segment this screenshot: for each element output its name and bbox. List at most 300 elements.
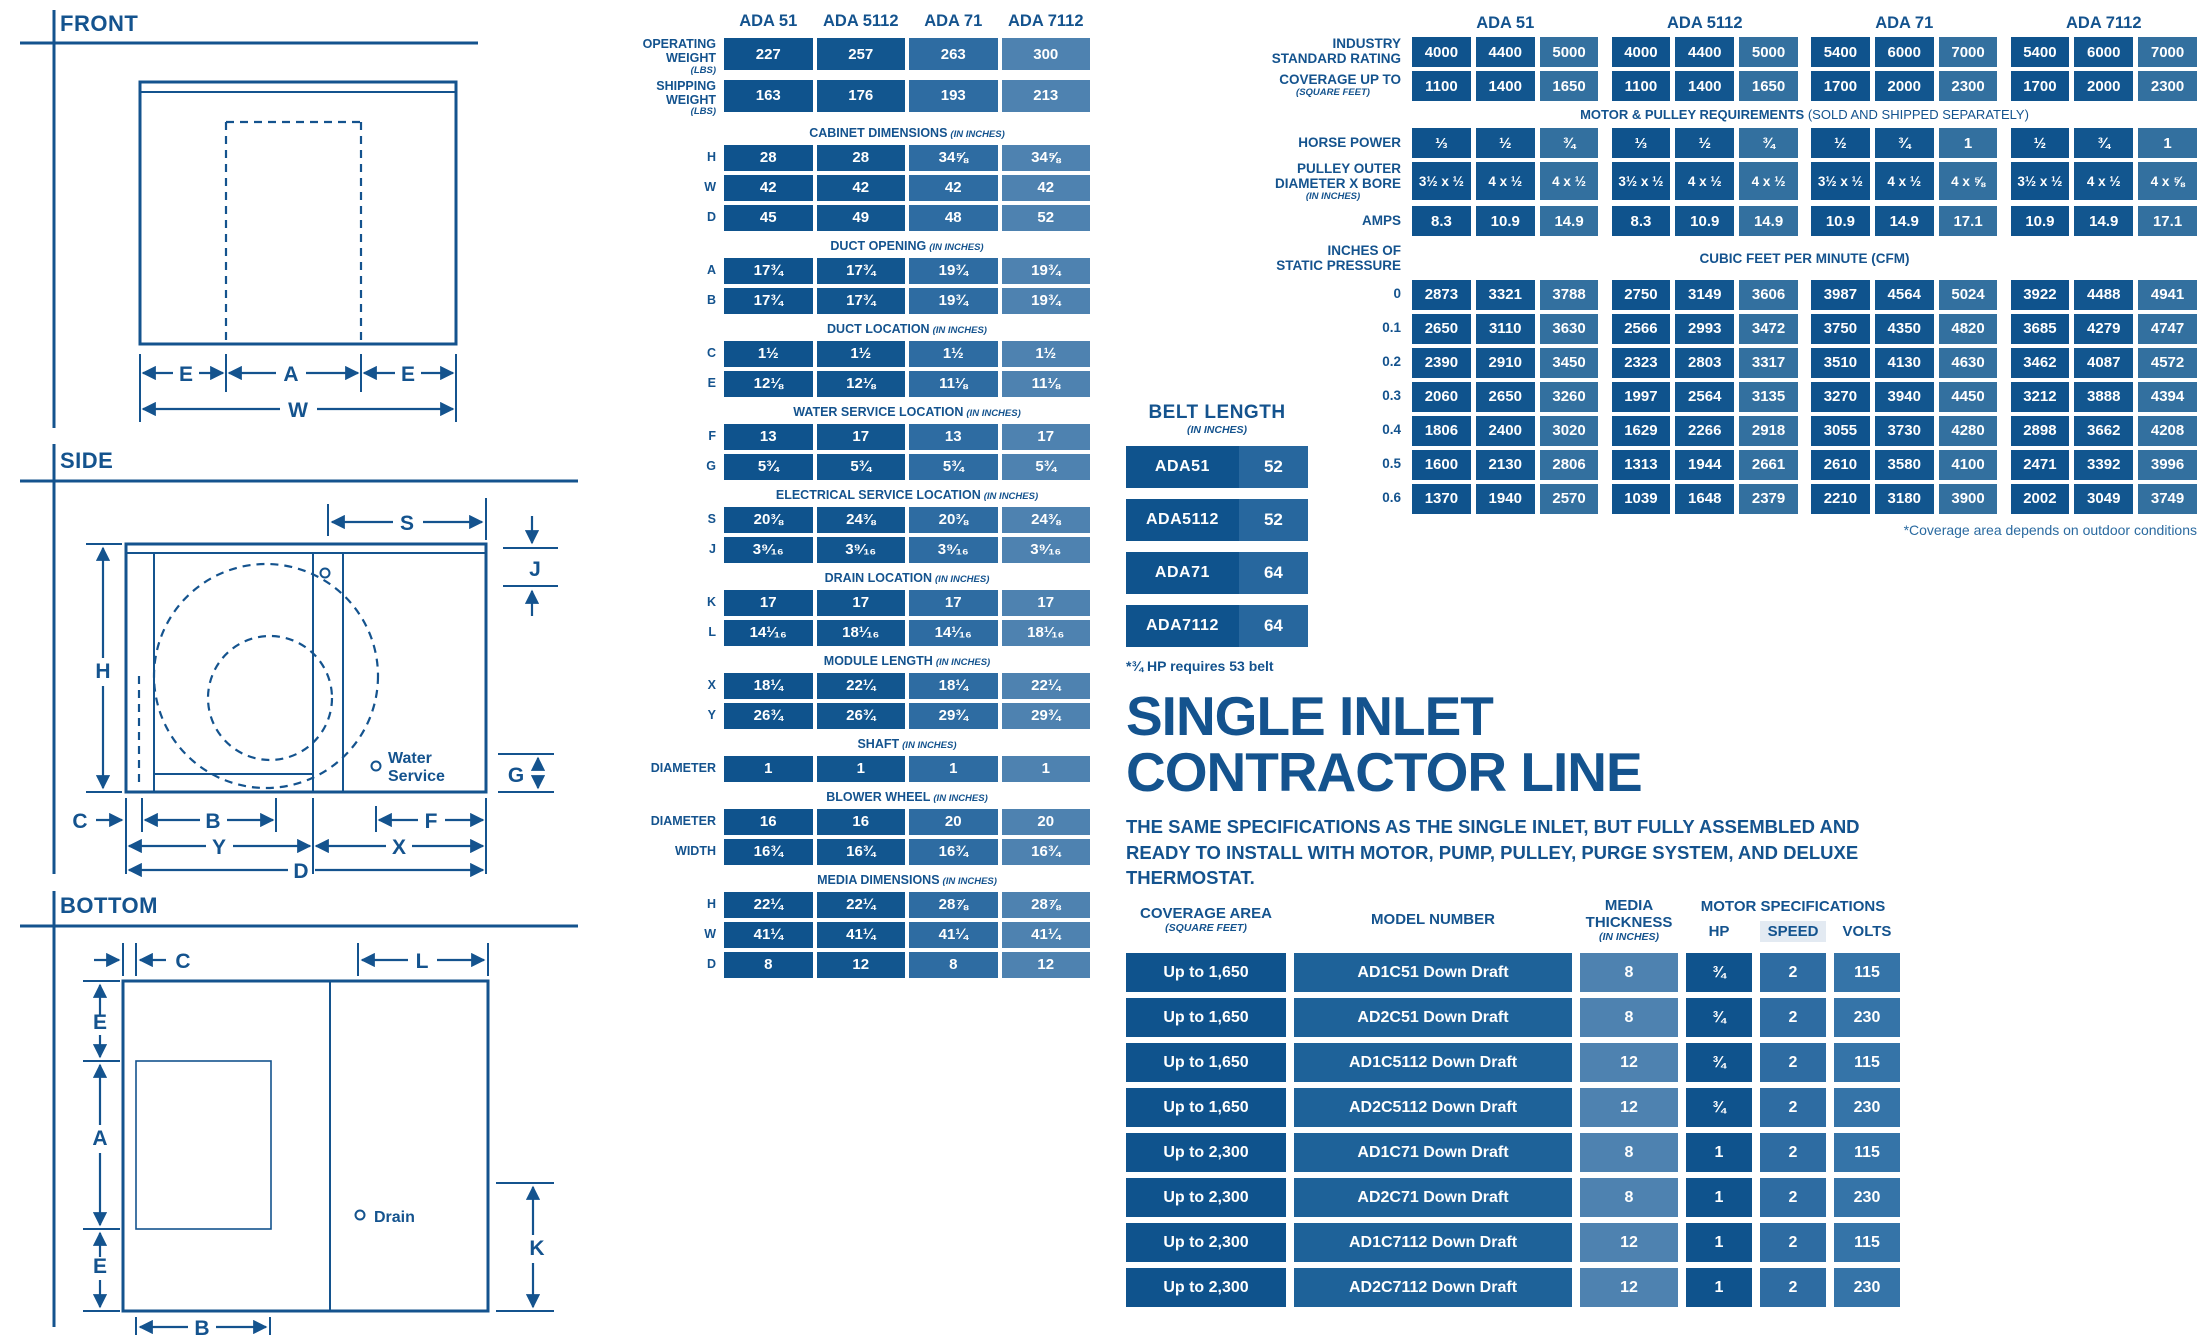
perf-value-cell: 3685 (2011, 314, 2070, 344)
spec-table-row (612, 145, 1090, 171)
spec-table-row (612, 258, 1090, 284)
belt-length-unit: (IN INCHES) (1186, 424, 1248, 436)
cfm-header-row (1262, 244, 2197, 274)
perf-value-cell: 10.9 (1675, 206, 1734, 236)
side-cabinet-outline (126, 544, 486, 792)
dim-label-y: Y (211, 836, 227, 859)
spec-value-cell: 17 (817, 424, 906, 450)
belt-model-cell: ADA51 (1126, 446, 1239, 488)
spec-value-cell: 18¼ (909, 673, 998, 699)
coverage-footnote: *Coverage area depends on outdoor conditions (1903, 521, 2197, 538)
contractor-hp-cell: 1 (1686, 1133, 1752, 1172)
perf-value-cell: 1940 (1476, 484, 1535, 514)
perf-value-cell: 4 x ½ (1476, 162, 1535, 200)
perf-value-cell: 4 x ½ (1675, 162, 1734, 200)
perf-value-cell: ⅓ (1412, 128, 1471, 158)
spec-row-label: DIAMETER (650, 761, 716, 775)
spec-value-cell: 16¾ (909, 839, 998, 865)
spec-value-cell: 42 (1002, 175, 1091, 201)
spec-table-row (612, 809, 1090, 835)
spec-value-cell: 28⅞ (909, 892, 998, 918)
perf-value-cell: 3788 (1540, 280, 1599, 310)
spec-value-cell: 213 (1002, 80, 1091, 112)
front-view-diagram (8, 4, 486, 436)
perf-value-cell: 1650 (1739, 71, 1798, 101)
spec-value-cell: 8 (724, 952, 813, 978)
contractor-title-line2: CONTRACTOR LINE (1126, 741, 1642, 804)
perf-value-cell: 3149 (1675, 280, 1734, 310)
perf-row-label: AMPS (1361, 212, 1401, 228)
spec-table-row (612, 922, 1090, 948)
contractor-line-heading (1126, 685, 1906, 891)
perf-value-cell: 1400 (1675, 71, 1734, 101)
spec-value-cell: 22¼ (724, 892, 813, 918)
dim-label-e: E (400, 363, 416, 386)
spec-section-header (724, 654, 1090, 668)
perf-value-cell: 2379 (1739, 484, 1798, 514)
perf-value-cell: 8.3 (1412, 206, 1471, 236)
spec-table-row (612, 537, 1090, 563)
perf-value-cell: 3½ x ½ (1412, 162, 1471, 200)
spec-value-cell: 19¾ (1002, 288, 1091, 314)
bottom-dimension-ticks (83, 943, 554, 1335)
contractor-media-cell: 8 (1580, 998, 1678, 1037)
motor-pulley-title: MOTOR & PULLEY REQUIREMENTS (1580, 107, 1805, 122)
dim-label-e: E (92, 1255, 108, 1278)
perf-value-cell: 2806 (1540, 450, 1599, 480)
spec-value-cell: 48 (909, 205, 998, 231)
belt-row (1126, 605, 1308, 647)
dim-label-f: F (424, 810, 438, 833)
belt-row (1126, 446, 1308, 488)
perf-value-cell: 3321 (1476, 280, 1535, 310)
perf-row-label: 0.5 (1382, 456, 1401, 472)
spec-value-cell: 28 (817, 145, 906, 171)
perf-row-label: HORSE POWER (1298, 134, 1401, 150)
spec-value-cell: 14¹⁄₁₆ (724, 620, 813, 646)
perf-table-row (1262, 37, 2197, 67)
contractor-table (1126, 898, 1900, 1313)
perf-model-header-row (1262, 14, 2197, 33)
perf-value-cell: 4208 (2138, 416, 2197, 446)
spec-table-row (612, 454, 1090, 480)
perf-value-cell: 6000 (2074, 37, 2133, 67)
contractor-speed-cell: 2 (1760, 1088, 1826, 1127)
contractor-model-cell: AD1C7112 Down Draft (1294, 1223, 1572, 1262)
spec-value-cell: 24⅜ (1002, 507, 1091, 533)
perf-value-cell: 4279 (2074, 314, 2133, 344)
perf-value-cell: 2390 (1412, 348, 1471, 378)
spec-value-cell: 1 (817, 756, 906, 782)
spec-value-cell: 34⅝ (1002, 145, 1091, 171)
perf-value-cell: 3510 (1811, 348, 1870, 378)
contractor-volts-cell: 115 (1834, 953, 1900, 992)
perf-row-label: PULLEY OUTER DIAMETER X BORE (IN INCHES) (1274, 161, 1401, 202)
perf-value-cell: ¾ (1739, 128, 1798, 158)
spec-value-cell: 52 (1002, 205, 1091, 231)
contractor-coverage-cell: Up to 2,300 (1126, 1133, 1286, 1172)
spec-value-cell: 5¾ (817, 454, 906, 480)
spec-value-cell: 29¾ (1002, 703, 1091, 729)
perf-value-cell: 2750 (1612, 280, 1671, 310)
perf-value-cell: 3212 (2011, 382, 2070, 412)
cfm-row (1262, 382, 2197, 412)
perf-value-cell: 3392 (2074, 450, 2133, 480)
contractor-model-cell: AD1C51 Down Draft (1294, 953, 1572, 992)
perf-value-cell: 4130 (1875, 348, 1934, 378)
spec-row-label: K (706, 595, 716, 609)
spec-row-label: SHIPPING WEIGHT (LBS) (656, 78, 716, 118)
spec-value-cell: 17 (909, 590, 998, 616)
spec-value-cell: 11⅛ (909, 371, 998, 397)
spec-value-cell: 20 (1002, 809, 1091, 835)
perf-value-cell: 3462 (2011, 348, 2070, 378)
spec-table-row (612, 424, 1090, 450)
cfm-row (1262, 314, 2197, 344)
cfm-row (1262, 280, 2197, 310)
perf-value-cell: 17.1 (2138, 206, 2197, 236)
spec-value-cell: 22¼ (1002, 673, 1091, 699)
perf-value-cell: 3450 (1540, 348, 1599, 378)
contractor-hp-cell: 1 (1686, 1178, 1752, 1217)
contractor-title (1126, 685, 1906, 804)
spec-section-header (724, 126, 1090, 140)
perf-row-unit: (IN INCHES) (1305, 190, 1361, 202)
contractor-media-cell: 8 (1580, 1133, 1678, 1172)
spec-value-cell: 263 (909, 38, 998, 70)
perf-row-label: INDUSTRY STANDARD RATING (1271, 36, 1401, 66)
dim-label-b: B (194, 1317, 210, 1337)
dim-label-e: E (178, 363, 194, 386)
perf-value-cell: 10.9 (1476, 206, 1535, 236)
perf-value-cell: 3180 (1875, 484, 1934, 514)
spec-header-spacer (612, 12, 724, 31)
spec-value-cell: 17 (724, 590, 813, 616)
perf-value-cell: 4 x ⅝ (1939, 162, 1998, 200)
contractor-coverage-cell: Up to 1,650 (1126, 1043, 1286, 1082)
section-unit: (IN INCHES) (933, 792, 988, 804)
spec-value-cell: 17 (1002, 590, 1091, 616)
dim-label-e: E (92, 1011, 108, 1034)
spec-row-label: W (704, 180, 716, 194)
perf-value-cell: 1648 (1675, 484, 1734, 514)
drain-hole (356, 1211, 365, 1220)
spec-value-cell: 1 (724, 756, 813, 782)
perf-value-cell: 3750 (1811, 314, 1870, 344)
dim-label-k: K (529, 1237, 545, 1260)
perf-value-cell: 4820 (1939, 314, 1998, 344)
contractor-media-cell: 12 (1580, 1223, 1678, 1262)
drain-label: Drain (374, 1209, 415, 1226)
spec-row-label: B (706, 293, 716, 307)
belt-model-cell: ADA71 (1126, 552, 1239, 594)
section-title: DUCT OPENING (830, 238, 927, 253)
spec-section-header (724, 322, 1090, 336)
hp-header: HP (1708, 923, 1730, 940)
perf-value-cell: 1039 (1612, 484, 1671, 514)
spec-value-cell: 42 (817, 175, 906, 201)
section-title: BLOWER WHEEL (826, 789, 931, 804)
perf-value-cell: 5400 (2011, 37, 2070, 67)
spec-value-cell: 19¾ (1002, 258, 1091, 284)
spec-value-cell: 41¼ (817, 922, 906, 948)
spec-column-header: ADA 7112 (1007, 12, 1084, 30)
section-title: MEDIA DIMENSIONS (817, 872, 940, 887)
dim-label-j: J (529, 558, 541, 581)
dim-label-h: H (95, 660, 111, 683)
contractor-media-cell: 12 (1580, 1043, 1678, 1082)
spec-table-row (612, 507, 1090, 533)
spec-table-row (612, 673, 1090, 699)
perf-value-cell: 2910 (1476, 348, 1535, 378)
spec-row-label: H (706, 150, 716, 164)
spec-value-cell: 16¾ (1002, 839, 1091, 865)
perf-value-cell: 3055 (1811, 416, 1870, 446)
perf-value-cell: 2400 (1476, 416, 1535, 446)
perf-value-cell: 4 x ½ (1540, 162, 1599, 200)
spec-value-cell: 1 (1002, 756, 1091, 782)
coverage-area-header: COVERAGE AREA (SQUARE FEET) (1126, 906, 1286, 935)
perf-value-cell: 1650 (1540, 71, 1599, 101)
contractor-speed-cell: 2 (1760, 1178, 1826, 1217)
contractor-row (1126, 1223, 1900, 1262)
perf-value-cell: ¾ (1540, 128, 1599, 158)
motor-pulley-section-header (1412, 107, 2197, 122)
section-unit: (IN INCHES) (935, 573, 990, 585)
perf-row-label: 0.3 (1382, 388, 1401, 404)
speed-header: SPEED (1760, 921, 1826, 942)
contractor-speed-cell: 2 (1760, 1223, 1826, 1262)
contractor-model-cell: AD1C5112 Down Draft (1294, 1043, 1572, 1082)
perf-value-cell: 2661 (1739, 450, 1798, 480)
spec-value-cell: 1½ (817, 341, 906, 367)
spec-value-cell: 17¾ (724, 258, 813, 284)
spec-table-row (612, 205, 1090, 231)
spec-row-label: G (706, 459, 716, 473)
spec-table-row (612, 288, 1090, 314)
spec-value-cell: 176 (817, 80, 906, 112)
spec-value-cell: 17 (817, 590, 906, 616)
perf-value-cell: 3260 (1540, 382, 1599, 412)
section-unit: (IN INCHES) (942, 875, 997, 887)
dim-label-b: B (205, 810, 221, 833)
spec-value-cell: 257 (817, 38, 906, 70)
perf-value-cell: 5400 (1811, 37, 1870, 67)
spec-value-cell: 1½ (909, 341, 998, 367)
perf-value-cell: 2650 (1412, 314, 1471, 344)
spec-value-cell: 16 (817, 809, 906, 835)
perf-value-cell: ⅓ (1612, 128, 1671, 158)
belt-length-title: BELT LENGTH (1148, 402, 1286, 423)
model-number-header: MODEL NUMBER (1371, 911, 1495, 929)
water-service-label: Service (388, 768, 445, 785)
perf-value-cell: 4394 (2138, 382, 2197, 412)
side-view-diagram (8, 436, 586, 882)
perf-value-cell: 6000 (1875, 37, 1934, 67)
spec-table-row (612, 341, 1090, 367)
perf-value-cell: 2002 (2011, 484, 2070, 514)
perf-value-cell: 4450 (1939, 382, 1998, 412)
motor-pulley-note: (SOLD AND SHIPPED SEPARATELY) (1804, 107, 2029, 122)
contractor-row (1126, 1043, 1900, 1082)
spec-value-cell: 34⅝ (909, 145, 998, 171)
perf-value-cell: 2471 (2011, 450, 2070, 480)
contractor-subtitle: THE SAME SPECIFICATIONS AS THE SINGLE INLET, BUT FULLY ASSEMBLED AND READY TO INSTALL WITH MOTOR, PUMP, PULLEY, PURGE SYSTEM, AND DELUXE THERMOSTAT. (1126, 816, 1860, 889)
contractor-coverage-cell: Up to 2,300 (1126, 1223, 1286, 1262)
belt-length-footnote: *¾ HP requires 53 belt (1126, 658, 1274, 674)
spec-value-cell: 3⁹⁄₁₆ (724, 537, 813, 563)
spec-value-cell: 1 (909, 756, 998, 782)
perf-value-cell: 4 x ⅝ (2138, 162, 2197, 200)
belt-length-block (1126, 402, 1308, 674)
perf-value-cell: 3½ x ½ (1811, 162, 1870, 200)
perf-value-cell: ¾ (1875, 128, 1934, 158)
perf-value-cell: 1997 (1612, 382, 1671, 412)
spec-row-label: DIAMETER (650, 814, 716, 828)
contractor-speed-cell: 2 (1760, 1133, 1826, 1172)
perf-value-cell: 4572 (2138, 348, 2197, 378)
spec-value-cell: 17 (1002, 424, 1091, 450)
perf-value-cell: 4 x ½ (1875, 162, 1934, 200)
spec-section-header (724, 571, 1090, 585)
section-unit: (IN INCHES) (932, 324, 987, 336)
perf-value-cell: 7000 (2138, 37, 2197, 67)
bottom-dimensions (92, 950, 544, 1337)
spec-value-cell: 163 (724, 80, 813, 112)
spec-section-header (724, 737, 1090, 751)
spec-row-label: S (707, 512, 716, 526)
perf-value-cell: 17.1 (1939, 206, 1998, 236)
spec-value-cell: 3⁹⁄₁₆ (909, 537, 998, 563)
spec-value-cell: 26¾ (817, 703, 906, 729)
coverage-area-unit: (SQUARE FEET) (1165, 922, 1247, 935)
spec-value-cell: 49 (817, 205, 906, 231)
perf-value-cell: 8.3 (1612, 206, 1671, 236)
perf-value-cell: 4 x ½ (2074, 162, 2133, 200)
media-thickness-unit: (IN INCHES) (1598, 930, 1660, 943)
spec-value-cell: 41¼ (1002, 922, 1091, 948)
contractor-speed-cell: 2 (1760, 1268, 1826, 1307)
perf-row-label: COVERAGE UP TO (SQUARE FEET) (1279, 72, 1401, 99)
spec-value-cell: 18¹⁄₁₆ (1002, 620, 1091, 646)
perf-value-cell: 3662 (2074, 416, 2133, 446)
perf-value-cell: 7000 (1939, 37, 1998, 67)
perf-value-cell: 1100 (1412, 71, 1471, 101)
spec-section-header (724, 405, 1090, 419)
contractor-model-cell: AD2C71 Down Draft (1294, 1178, 1572, 1217)
contractor-hp-cell: ¾ (1686, 1043, 1752, 1082)
contractor-hp-cell: ¾ (1686, 1088, 1752, 1127)
contractor-volts-cell: 230 (1834, 1268, 1900, 1307)
perf-value-cell: 4000 (1612, 37, 1671, 67)
contractor-row (1126, 1178, 1900, 1217)
section-unit: (IN INCHES) (950, 128, 1005, 140)
spec-value-cell: 5¾ (724, 454, 813, 480)
spec-value-cell: 13 (724, 424, 813, 450)
spec-table-row (612, 703, 1090, 729)
belt-model-cell: ADA5112 (1126, 499, 1239, 541)
contractor-media-cell: 12 (1580, 1268, 1678, 1307)
perf-table-row (1262, 71, 2197, 101)
cfm-row (1262, 484, 2197, 514)
perf-value-cell: 3½ x ½ (1612, 162, 1671, 200)
dim-label-d: D (293, 860, 309, 882)
perf-value-cell: 2570 (1540, 484, 1599, 514)
perf-row-label: INCHES OF STATIC PRESSURE (1276, 243, 1401, 273)
perf-value-cell: 4630 (1939, 348, 1998, 378)
perf-value-cell: 2873 (1412, 280, 1471, 310)
section-title: CABINET DIMENSIONS (809, 125, 948, 140)
belt-value-cell: 64 (1239, 605, 1308, 647)
spec-value-cell: 20⅜ (909, 507, 998, 533)
spec-value-cell: 20 (909, 809, 998, 835)
contractor-coverage-cell: Up to 1,650 (1126, 998, 1286, 1037)
motor-specifications-header: MOTOR SPECIFICATIONS HP SPEED VOLTS (1686, 898, 1900, 943)
perf-value-cell: 2803 (1675, 348, 1734, 378)
spec-value-cell: 28 (724, 145, 813, 171)
perf-value-cell: 5000 (1739, 37, 1798, 67)
perf-value-cell: 2918 (1739, 416, 1798, 446)
water-service-label: Water (388, 750, 432, 767)
perf-value-cell: 2060 (1412, 382, 1471, 412)
perf-value-cell: 3888 (2074, 382, 2133, 412)
perf-value-cell: 1629 (1612, 416, 1671, 446)
dim-label-c: C (72, 810, 88, 833)
spec-value-cell: 41¼ (909, 922, 998, 948)
perf-value-cell: 3270 (1811, 382, 1870, 412)
perf-value-cell: 4100 (1939, 450, 1998, 480)
spec-value-cell: 17¾ (724, 288, 813, 314)
perf-value-cell: 3630 (1540, 314, 1599, 344)
perf-value-cell: 2898 (2011, 416, 2070, 446)
contractor-model-cell: AD2C7112 Down Draft (1294, 1268, 1572, 1307)
perf-value-cell: 3110 (1476, 314, 1535, 344)
cfm-title: CUBIC FEET PER MINUTE (CFM) (1699, 251, 1910, 267)
belt-model-cell: ADA7112 (1126, 605, 1239, 647)
cfm-row (1262, 450, 2197, 480)
perf-value-cell: 3900 (1939, 484, 1998, 514)
perf-value-cell: 1806 (1412, 416, 1471, 446)
spec-row-label: Y (707, 708, 716, 722)
contractor-media-cell: 8 (1580, 953, 1678, 992)
section-title: ELECTRICAL SERVICE LOCATION (775, 487, 981, 502)
perf-table-row (1262, 162, 2197, 202)
perf-table-row (1262, 206, 2197, 236)
spec-row-label: A (706, 263, 716, 277)
perf-table-row (1262, 128, 2197, 158)
contractor-media-cell: 12 (1580, 1088, 1678, 1127)
perf-value-cell: 1944 (1675, 450, 1734, 480)
perf-value-cell: 3987 (1811, 280, 1870, 310)
spec-row-label: D (706, 957, 716, 971)
spec-value-cell: 227 (724, 38, 813, 70)
perf-row-label: 0 (1393, 286, 1401, 302)
spec-row-label: E (707, 376, 716, 390)
spec-table-row (612, 38, 1090, 76)
contractor-model-cell: AD1C71 Down Draft (1294, 1133, 1572, 1172)
dimension-spec-table (612, 12, 1090, 982)
perf-value-cell: 2993 (1675, 314, 1734, 344)
perf-value-cell: 3996 (2138, 450, 2197, 480)
spec-value-cell: 16¾ (817, 839, 906, 865)
perf-row-label: 0.2 (1382, 354, 1401, 370)
perf-value-cell: 10.9 (2011, 206, 2070, 236)
contractor-volts-cell: 115 (1834, 1133, 1900, 1172)
perf-value-cell: 1700 (1811, 71, 1870, 101)
spec-value-cell: 29¾ (909, 703, 998, 729)
contractor-hp-cell: ¾ (1686, 953, 1752, 992)
perf-value-cell: 2566 (1612, 314, 1671, 344)
